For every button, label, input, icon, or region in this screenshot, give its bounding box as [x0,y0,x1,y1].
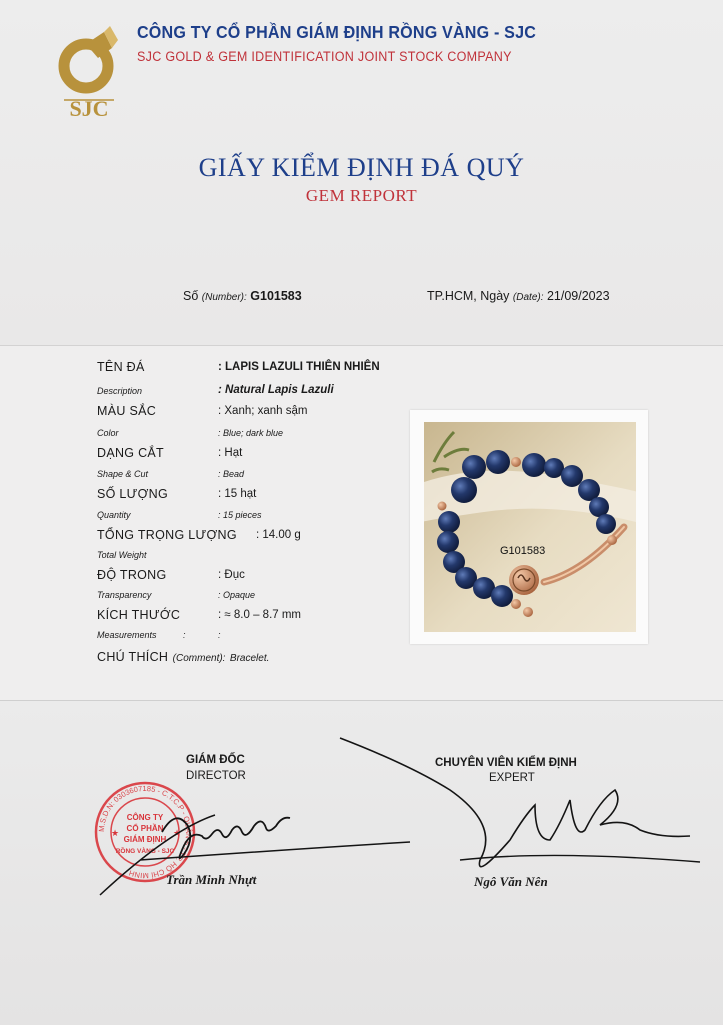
field-name-value: : LAPIS LAZULI THIÊN NHIÊN [218,361,380,373]
stamp-line-4: RỒNG VÀNG - SJC [115,848,175,855]
field-shape-sub-value: : Bead [218,469,245,479]
logo-text: SJC [69,96,109,121]
company-name-en: SJC GOLD & GEM IDENTIFICATION JOINT STOCK COMPANY [137,49,512,64]
field-comment-label-en: (Comment): [172,653,226,664]
expert-title-vn: CHUYÊN VIÊN KIỂM ĐỊNH [435,757,577,769]
field-color-value: : Xanh; xanh sậm [218,405,308,417]
date-label-en: (Date): [512,292,544,303]
field-measurements-sub-colon: : [183,630,186,640]
field-transparency-value: : Đục [218,569,245,581]
field-measurements-sub-label: Measurements [97,630,157,640]
stamp-line-2: CỔ PHẦN [126,824,164,833]
field-transparency-sub-label: Transparency [97,590,152,600]
field-transparency-sub-value: : Opaque [218,590,256,600]
stamp-line-1: CÔNG TY [126,813,164,822]
field-measurements-value: : ≈ 8.0 – 8.7 mm [218,609,302,621]
director-title-vn: GIÁM ĐỐC [186,754,245,766]
field-description-value: : Natural Lapis Lazuli [218,384,334,396]
report-title-en: GEM REPORT [305,186,418,205]
stamp-star-icon: ★ [111,828,120,838]
report-number [183,289,302,303]
field-shape-value: : Hạt [218,447,243,459]
field-quantity-sub-value: : 15 pieces [218,510,262,520]
field-measurements-label: KÍCH THƯỚC [97,608,181,622]
field-quantity-sub-label: Quantity [97,510,131,520]
field-color-sub-label: Color [97,428,119,438]
field-comment-label: CHÚ THÍCH [97,650,169,664]
stamp-line-3: GIÁM ĐỊNH [123,835,167,844]
field-description-label: Description [97,386,143,396]
date-value: 21/09/2023 [546,289,610,303]
report-title-vn: GIẤY KIỂM ĐỊNH ĐÁ QUÝ [198,153,525,182]
number-label: Số [183,289,199,303]
field-comment-value: Bracelet. [229,653,270,664]
field-transparency-label: ĐỘ TRONG [97,568,167,582]
number-label-en: (Number): [201,292,247,303]
field-measurements-sub-value: : [218,630,221,640]
field-name-label: TÊN ĐÁ [97,360,145,374]
expert-title-en: EXPERT [489,772,535,784]
date-label: TP.HCM, Ngày [427,289,510,303]
field-weight-label: TỔNG TRỌNG LƯỢNG [97,528,237,542]
expert-name: Ngô Văn Nên [474,874,548,889]
field-shape-sub-label: Shape & Cut [97,469,149,479]
sjc-logo-icon [52,22,126,122]
stamp-outer-text: M.S.D.N: 0303607185 - C.T.C.P - QUẬN 5 - TP. HỒ CHÍ MINH [96,783,194,881]
field-color-label: MÀU SẮC [97,404,157,418]
number-value: G101583 [250,289,302,303]
field-quantity-value: : 15 hạt [218,488,257,500]
director-name: Trần Minh Nhựt [166,872,257,887]
field-color-sub-value: : Blue; dark blue [218,428,284,438]
gem-bracelet-photo [424,422,636,632]
field-comment [97,648,269,666]
director-title-en: DIRECTOR [186,770,246,782]
field-shape-label: DẠNG CẮT [97,446,164,460]
stamp-star-icon: ★ [173,828,182,838]
photo-caption: G101583 [500,545,546,557]
report-date [427,289,610,303]
field-weight-value: : 14.00 g [256,529,301,541]
handwritten-signatures [80,730,720,920]
field-weight-sub-label: Total Weight [97,550,147,560]
field-quantity-label: SỐ LƯỢNG [97,487,169,501]
company-name-vn: CÔNG TY CỔ PHẦN GIÁM ĐỊNH RỒNG VÀNG - SJC [137,22,537,42]
